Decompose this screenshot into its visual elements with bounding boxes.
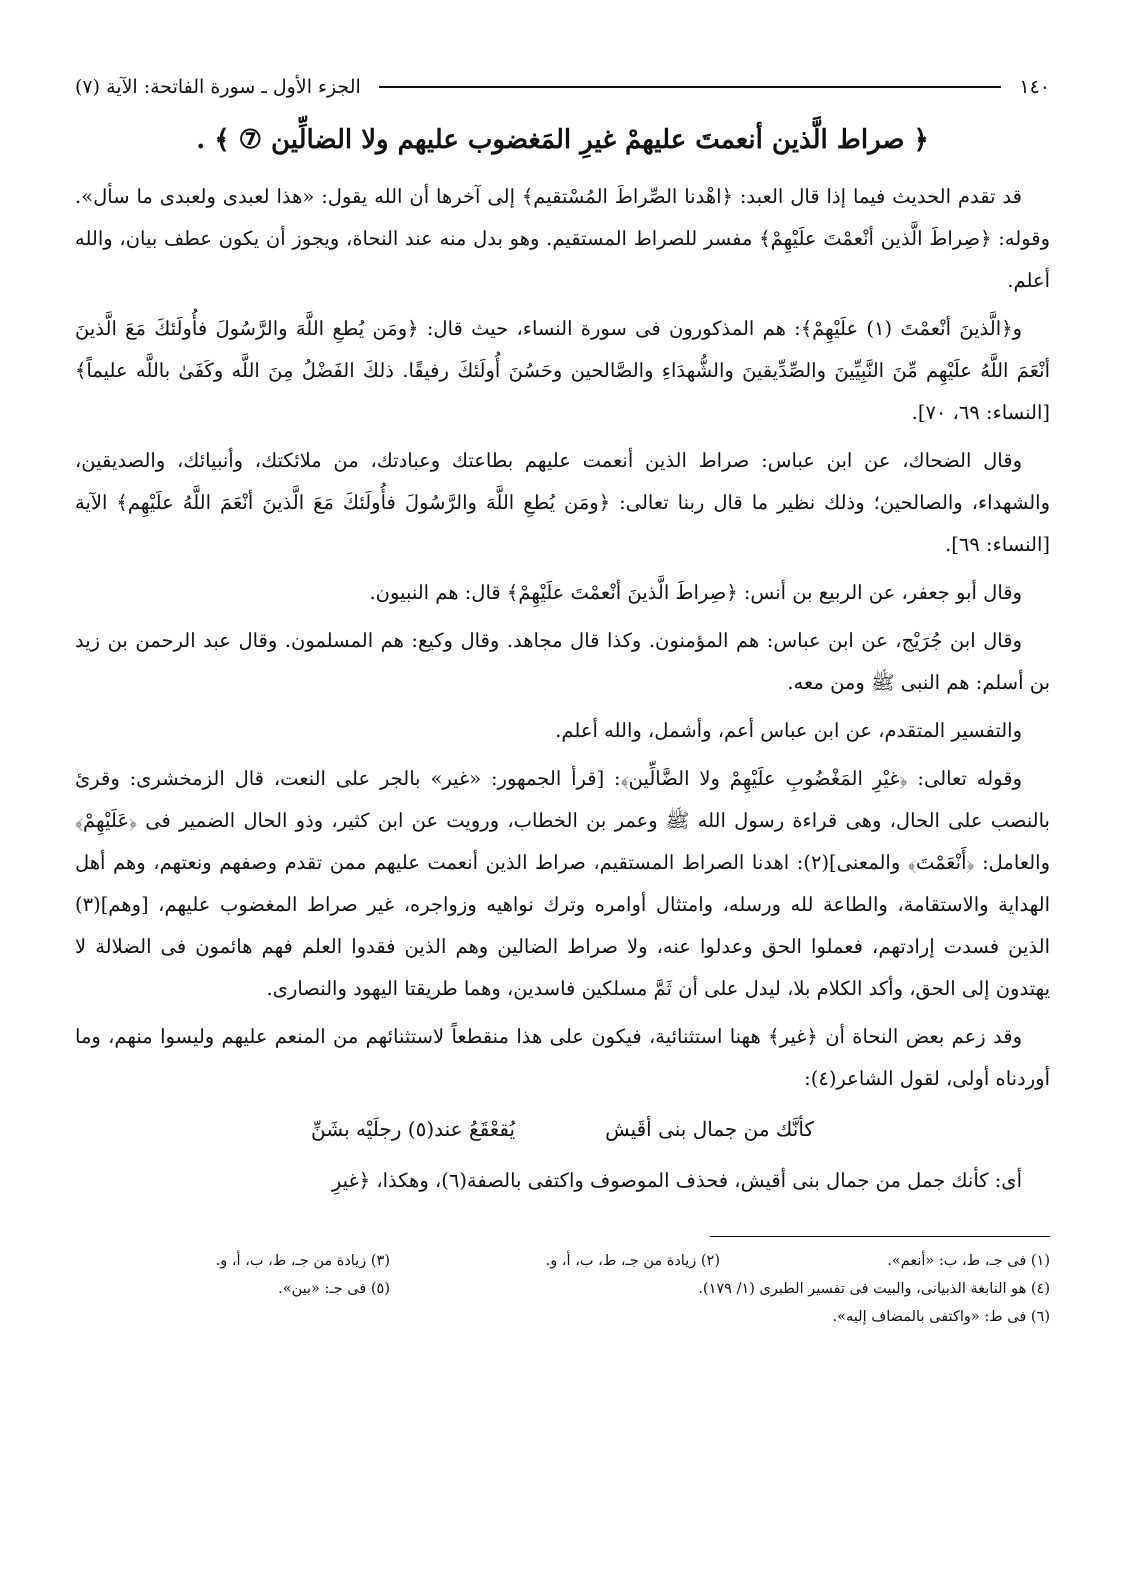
- footnote-5: (٥) فى جـ: «بين».: [278, 1281, 390, 1298]
- paragraph: وقد زعم بعض النحاة أن ﴿غير﴾ ههنا استثنائية، فيكون على هذا منقطعاً لاستثنائهم من المنعم عليهم وليسوا منهم، وما أوردناه أولى، لقول الشاعر(٤):: [75, 1025, 1050, 1091]
- page-number: ١٤٠: [1019, 76, 1050, 98]
- paragraph: و﴿الَّذينَ أنْعمْتَ (١) علَيْهِمْ﴾: هم المذكورون فى سورة النساء، حيث قال: ﴿ومَن يُطعِ اللَّهَ والرَّسُولَ فأُولَئكَ مَعَ الَّذينَ أنْعَمَ اللَّهُ علَيْهِم مِّنَ النَّبِيِّينَ والصِّدِّيقينَ والشُّهدَاءِ والصَّالحين وحَسُنَ أُولَئكَ رفيقًا. ذلكَ الفَضْلُ مِنَ اللَّه وكَفَىٰ باللَّه عليماً﴾ [النساء: ٦٩، ٧٠].: [75, 317, 1050, 425]
- footnote-1: (١) فى جـ، ط، ب: «أنعم».: [887, 1253, 1050, 1270]
- footnote-3: (٣) زيادة من جـ، ط، ب، أ، و.: [215, 1253, 390, 1270]
- running-header: [75, 70, 1050, 104]
- footnote-6: (٦) فى ط: «واكتفى بالمضاف إليه».: [832, 1309, 1050, 1326]
- paragraph: وقال أبو جعفر، عن الربيع بن أنس: ﴿صِراطَ الَّذينَ أنْعمْتَ علَيْهِمْ﴾ قال: هم النبيون.: [369, 581, 1022, 605]
- paragraph: وقال ابن جُرَيْج، عن ابن عباس: هم المؤمنون. وكذا قال مجاهد. وقال وكيع: هم المسلمون. وقال عبد الرحمن بن زيد بن أسلم: هم النبى ﷺ ومن معه.: [75, 629, 1050, 695]
- poem-verse: [75, 1108, 1050, 1150]
- poem-hemistich-1: كأنَّك من جمال بنى أقَيش: [605, 1117, 814, 1142]
- paragraph: أى: كأنك جمل من جمال بنى أقيش، فحذف الموصوف واكتفى بالصفة(٦)، وهكذا، ﴿غيرِ: [331, 1169, 1022, 1193]
- paragraph: والتفسير المتقدم، عن ابن عباس أعم، وأشمل، والله أعلم.: [555, 719, 1022, 743]
- running-title: الجزء الأول ـ سورة الفاتحة: الآية (٧): [75, 76, 361, 98]
- document-page: [75, 70, 1050, 1331]
- paragraph: وقال الضحاك، عن ابن عباس: صراط الذين أنعمت عليهم بطاعتك وعبادتك، من ملائكتك، وأنبيائك، والصديقين، والشهداء، والصالحين؛ وذلك نظير ما قال ربنا تعالى: ﴿ومَن يُطعِ اللَّهَ والرَّسُولَ فأُولَئكَ مَعَ الَّذينَ أنْعَمَ اللَّهُ علَيْهِم﴾ الآية [النساء: ٦٩].: [75, 449, 1050, 557]
- footnote-rule: [710, 1236, 1050, 1237]
- footnotes: [75, 1247, 1050, 1331]
- paragraph: وقوله تعالى: ﴿غيْرِ المَغْضُوبِ علَيْهِمْ ولا الضَّالِّين﴾: [قرأ الجمهور: «غير» بالجر على النعت، قال الزمخشرى: وقرئ بالنصب على الحال، وهى قراءة رسول الله ﷺ وعمر بن الخطاب، ورويت عن ابن كثير، وذو الحال الضمير فى ﴿عَلَيْهِمْ﴾ والعامل: ﴿أَنْعَمْتَ﴾ والمعنى](٢): اهدنا الصراط المستقيم، صراط الذين أنعمت عليهم ممن تقدم وصفهم ونعتهم، وهم أهل الهداية والاستقامة، والطاعة لله ورسله، وامتثال أوامره وترك نواهيه وزواجره، غير صراط المغضوب عليهم، [وهم](٣) الذين فسدت إرادتهم، فعملوا الحق وعدلوا عنه، ولا صراط الضالين وهم الذين فقدوا العلم فهم هائمون فى الضلالة لا يهتدون إلى الحق، وأكد الكلام بلا، ليدل على أن ثَمَّ مسلكين فاسدين، وهما طريقتا اليهود والنصارى.: [75, 767, 1051, 1001]
- paragraph: قد تقدم الحديث فيما إذا قال العبد: ﴿اهْدنا الصِّراطَ المُسْتقيم﴾ إلى آخرها أن الله يقول: «هذا لعبدى ولعبدى ما سأل». وقوله: ﴿صِراطَ الَّذين أنْعمْتَ علَيْهِمْ﴾ مفسر للصراط المستقيم. وهو بدل منه عند النحاة، ويجوز أن يكون عطف بيان، والله أعلم.: [75, 185, 1050, 293]
- verse-title: ﴿ صراط الَّذين أنعمتَ عليهمْ غيرِ المَغضوب عليهم ولا الضالِّين ⑦ ﴾ .: [196, 125, 929, 155]
- header-rule: [379, 86, 1002, 88]
- footnote-2: (٢) زيادة من جـ، ط، ب، أ، و.: [545, 1253, 720, 1270]
- footnote-4: (٤) هو النابغة الذبيانى، والبيت فى تفسير الطبرى (١/ ١٧٩).: [698, 1281, 1050, 1298]
- poem-hemistich-2: يُقعْقَعُ عند(٥) رجلَيْه بشَنِّ: [311, 1117, 516, 1142]
